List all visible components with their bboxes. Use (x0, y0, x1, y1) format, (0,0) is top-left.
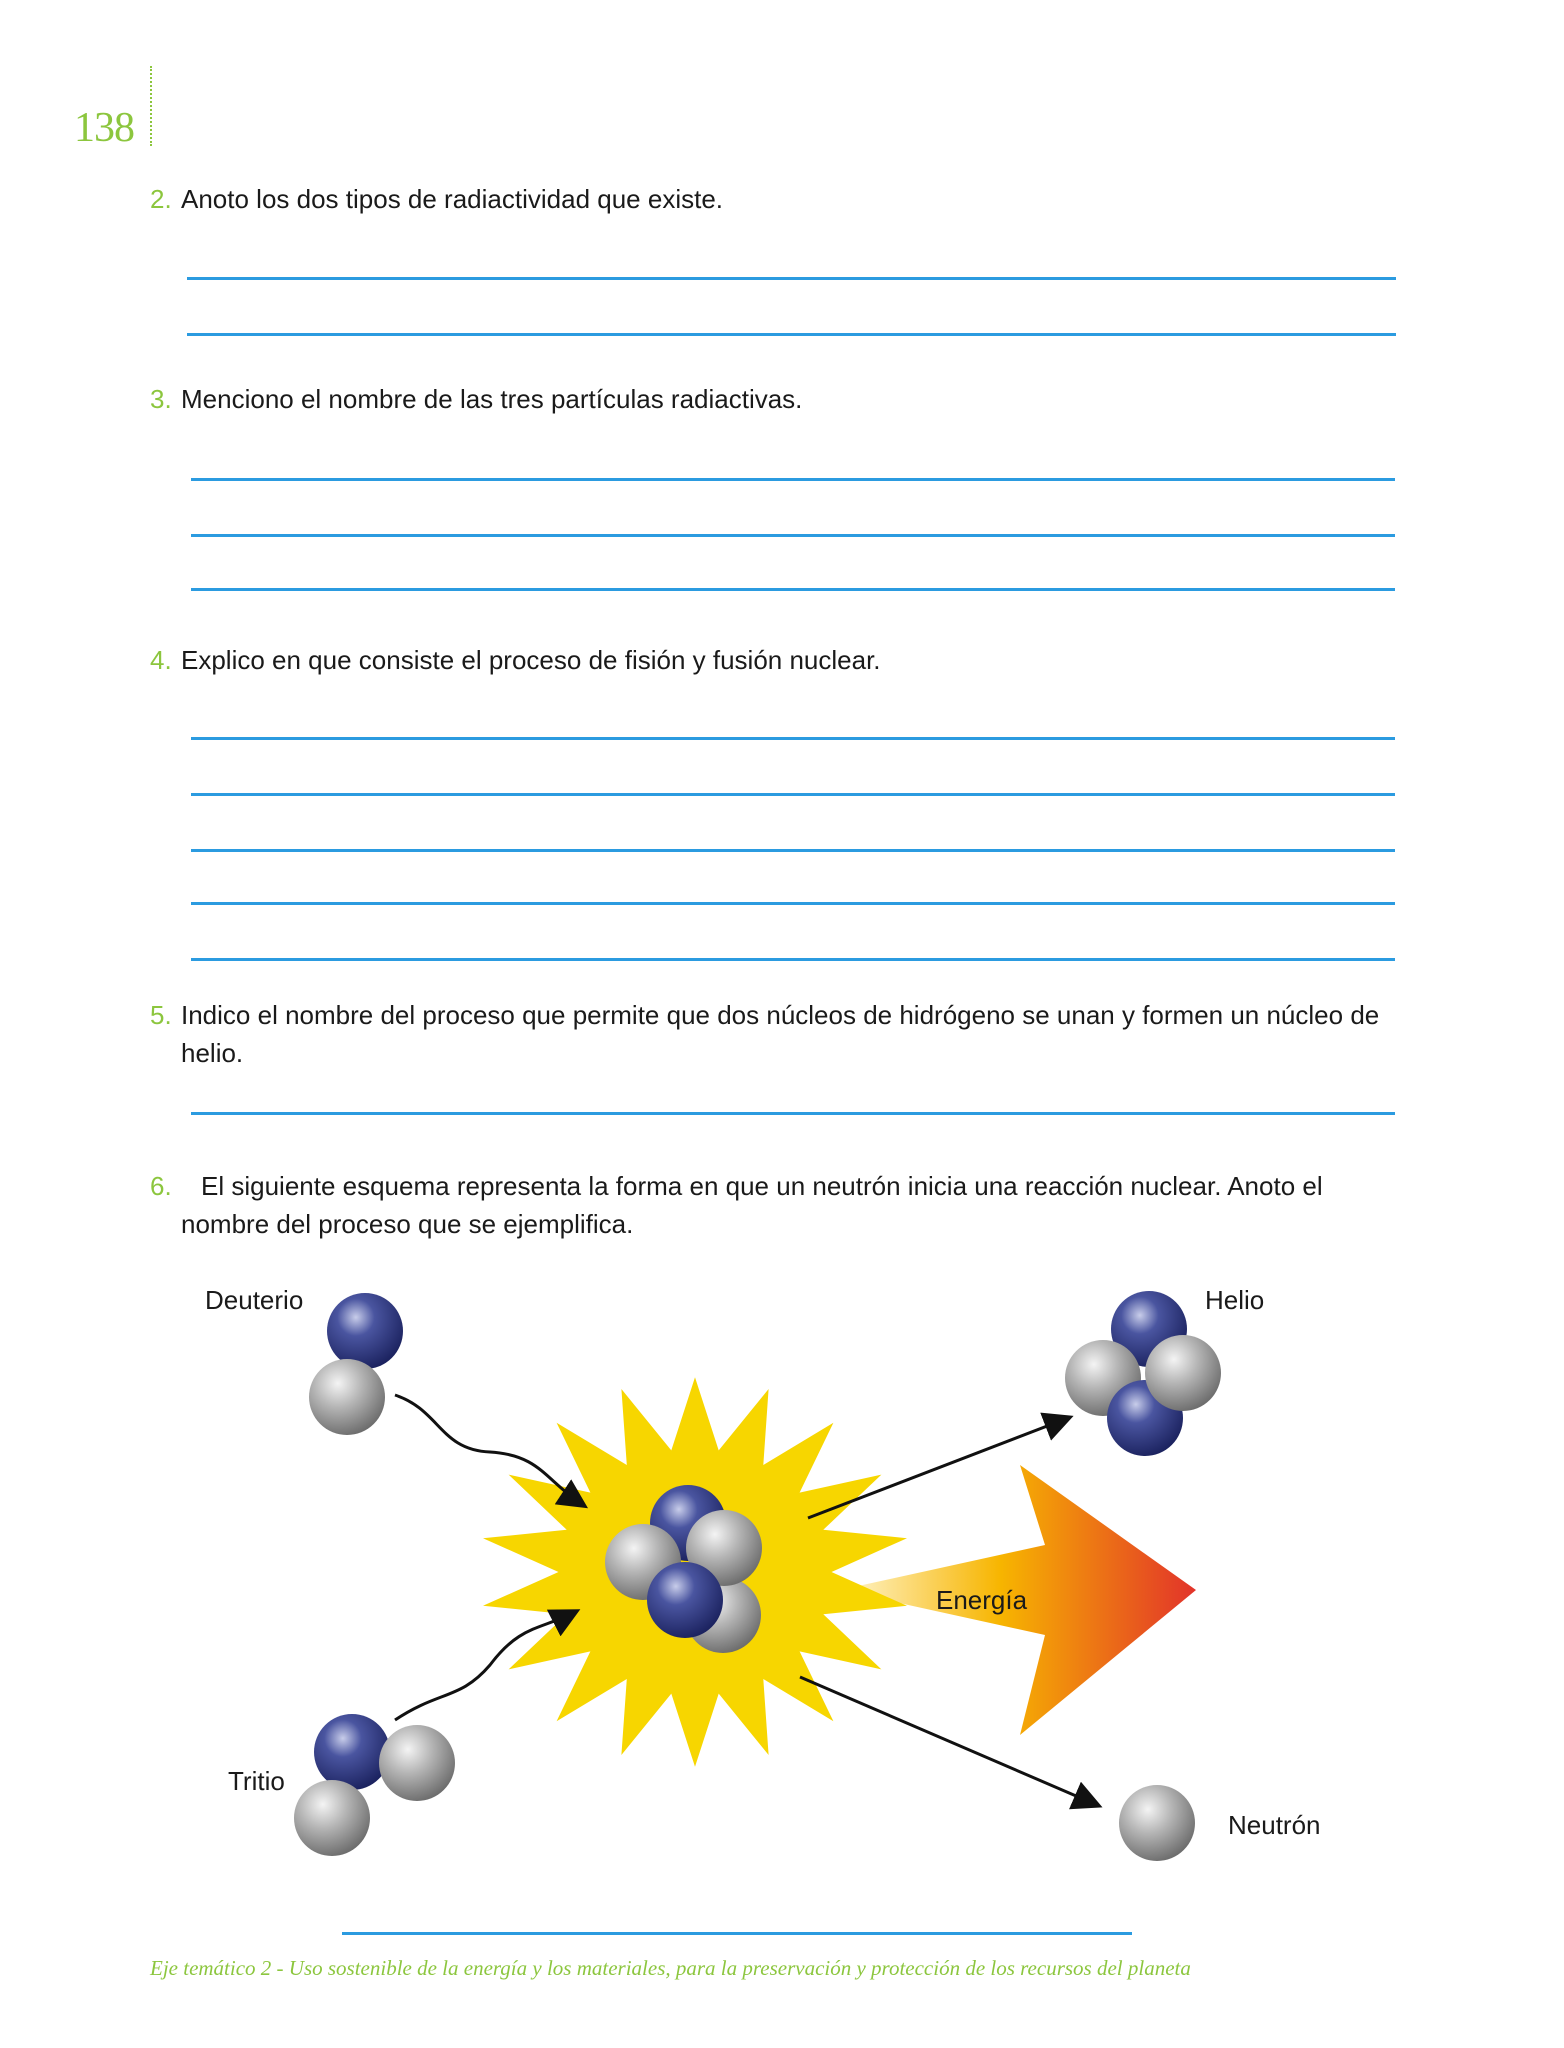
neutron-particle (309, 1359, 385, 1435)
question-text: Anoto los dos tipos de radiactividad que existe. (181, 184, 724, 214)
neutron-particle (379, 1725, 455, 1801)
proton (327, 1293, 403, 1369)
question-number: 3. (150, 384, 172, 414)
question-text: El siguiente esquema representa la forma en que un neutrón inicia una reacción nuclear. Anoto el nombre del proceso que se ejemplifica. (181, 1171, 1323, 1239)
question-text: Menciono el nombre de las tres partículas radiactivas. (181, 384, 803, 414)
page-number: 138 (74, 105, 134, 151)
label-energia: Energía (936, 1585, 1028, 1615)
question-number: 5. (150, 1000, 172, 1030)
label-tritio: Tritio (228, 1766, 285, 1796)
question-number: 2. (150, 184, 172, 214)
footer-text: Eje temático 2 - Uso sostenible de la energía y los materiales, para la preservación y protección de los recursos del planeta (150, 1956, 1191, 1980)
arrow-helio (808, 1418, 1068, 1518)
neutron-particle (1119, 1785, 1195, 1861)
neutron-particle (294, 1780, 370, 1856)
question-number: 6. (150, 1171, 172, 1201)
question-text: Explico en que consiste el proceso de fisión y fusión nuclear. (181, 645, 881, 675)
label-helio: Helio (1205, 1285, 1265, 1315)
answer-line[interactable] (342, 1932, 1132, 1935)
proton (314, 1714, 390, 1790)
label-deuterio: Deuterio (205, 1285, 304, 1315)
label-neutron: Neutrón (1228, 1810, 1321, 1840)
arrow-tritio (395, 1612, 575, 1720)
question-number: 4. (150, 645, 172, 675)
question-text: Indico el nombre del proceso que permite que dos núcleos de hidrógeno se unan y formen un núcleo de helio. (181, 1000, 1380, 1068)
